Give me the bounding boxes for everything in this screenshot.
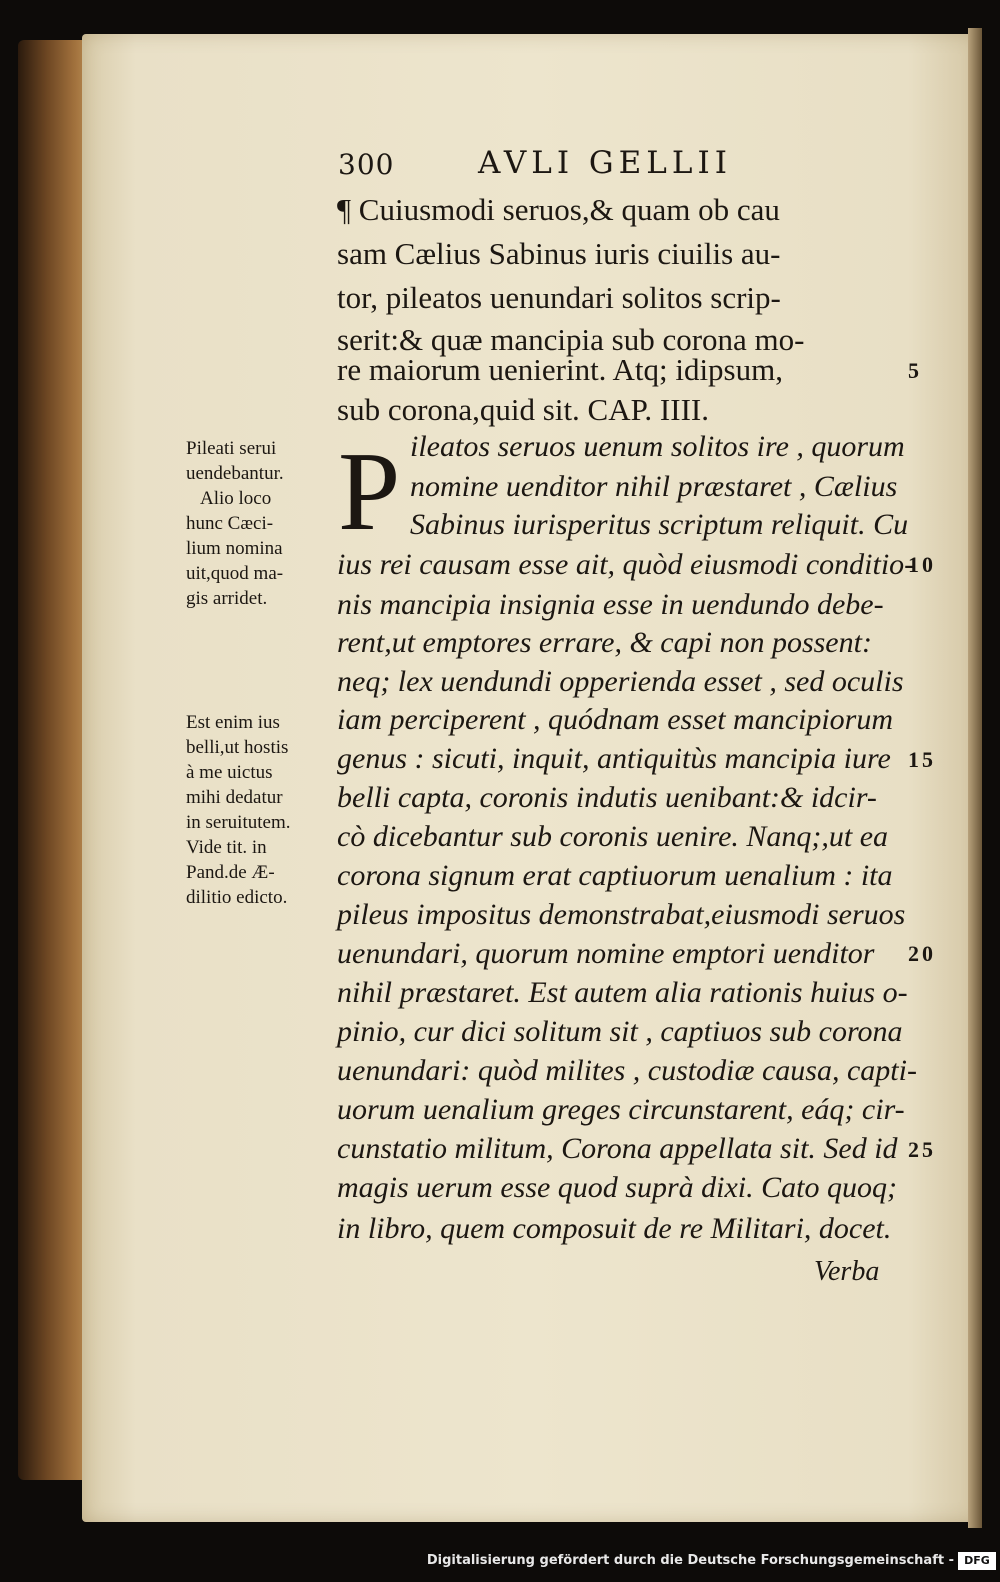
line-number: 20	[908, 941, 936, 966]
chapter-heading-line: tor, pileatos uenundari solitos scrip-	[337, 280, 781, 315]
margin-note-line: gis arridet.	[186, 588, 268, 609]
body-line: rent,ut emptores errare, & capi non possent:	[337, 626, 872, 659]
body-line: pinio, cur dici solitum sit , captiuos sub corona	[337, 1015, 903, 1048]
margin-note-line: à me uictus	[186, 762, 273, 783]
body-line: pileus impositus demonstrabat,eiusmodi seruos	[337, 898, 906, 931]
body-line: uenundari, quorum nomine emptori uenditor	[337, 937, 875, 970]
chapter-heading-line: re maiorum uenierint. Atq; idipsum,	[337, 352, 783, 387]
chapter-heading-line: ¶ Cuiusmodi seruos,& quam ob cau	[337, 192, 780, 227]
margin-note-line: lium nomina	[186, 538, 283, 559]
line-number: 10	[908, 552, 936, 577]
body-line: ileatos seruos uenum solitos ire , quorum	[410, 430, 905, 463]
running-title: AVLI GELLII	[478, 145, 732, 181]
body-line: in libro, quem composuit de re Militari, docet.	[337, 1212, 892, 1245]
drop-cap: P	[338, 430, 401, 554]
body-line: uorum uenalium greges circunstarent, eáq; cir-	[337, 1093, 905, 1126]
line-number: 5	[908, 358, 922, 383]
page-right-edge	[968, 28, 982, 1528]
body-line: nomine uenditor nihil præstaret , Cælius	[410, 470, 898, 503]
chapter-heading-line: sub corona,quid sit. CAP. IIII.	[337, 392, 709, 427]
margin-note-line: hunc Cæci-	[186, 513, 274, 534]
margin-note-line: Alio loco	[200, 488, 272, 509]
body-line: magis uerum esse quod suprà dixi. Cato quoq;	[337, 1171, 897, 1204]
line-number: 25	[908, 1137, 936, 1162]
body-line: cò dicebantur sub coronis uenire. Nanq;,ut ea	[337, 820, 889, 853]
margin-note	[186, 710, 322, 910]
margin-note-line: Est enim ius	[186, 712, 280, 733]
margin-note	[186, 436, 318, 611]
body-line: genus : sicuti, inquit, antiquitùs mancipia iure	[337, 742, 891, 775]
margin-note-line: Vide tit. in	[186, 837, 267, 858]
body-line: ius rei causam esse ait, quòd eiusmodi conditio-	[337, 548, 915, 581]
dfg-logo: DFG	[958, 1552, 996, 1570]
margin-note-line: mihi dedatur	[186, 787, 283, 808]
margin-note-line: belli,ut hostis	[186, 737, 289, 758]
footer-credit: Digitalisierung gefördert durch die Deutsche Forschungsgemeinschaft -	[426, 1553, 954, 1568]
body-line: belli capta, coronis indutis uenibant:& idcir-	[337, 781, 877, 814]
body-line: nihil præstaret. Est autem alia rationis huius o-	[337, 976, 908, 1009]
margin-note-line: in seruitutem.	[186, 812, 291, 833]
body-line: corona signum erat captiuorum uenalium : ita	[337, 859, 893, 892]
body-line: iam perciperent , quódnam esset mancipiorum	[337, 703, 894, 736]
margin-note-line: uendebantur.	[186, 463, 284, 484]
catchword: Verba	[814, 1256, 880, 1287]
body-line: Sabinus iurisperitus scriptum reliquit. Cu	[410, 508, 909, 541]
body-line: uenundari: quòd milites , custodiæ causa, capti-	[337, 1054, 917, 1087]
margin-note-line: uit,quod ma-	[186, 563, 284, 584]
page-number: 300	[338, 148, 395, 181]
chapter-heading-line: serit:& quæ mancipia sub corona mo-	[337, 322, 805, 357]
body-line: neq; lex uendundi opperienda esset , sed oculis	[337, 665, 904, 698]
body-line: nis mancipia insignia esse in uendundo debe-	[337, 588, 884, 621]
margin-note-line: dilitio edicto.	[186, 887, 288, 908]
chapter-heading-line: sam Cælius Sabinus iuris ciuilis au-	[337, 236, 781, 271]
margin-note-line: Pand.de Æ-	[186, 862, 275, 883]
margin-note-line: Pileati serui	[186, 438, 277, 459]
body-line: cunstatio militum, Corona appellata sit. Sed id	[337, 1132, 898, 1165]
line-number: 15	[908, 747, 936, 772]
